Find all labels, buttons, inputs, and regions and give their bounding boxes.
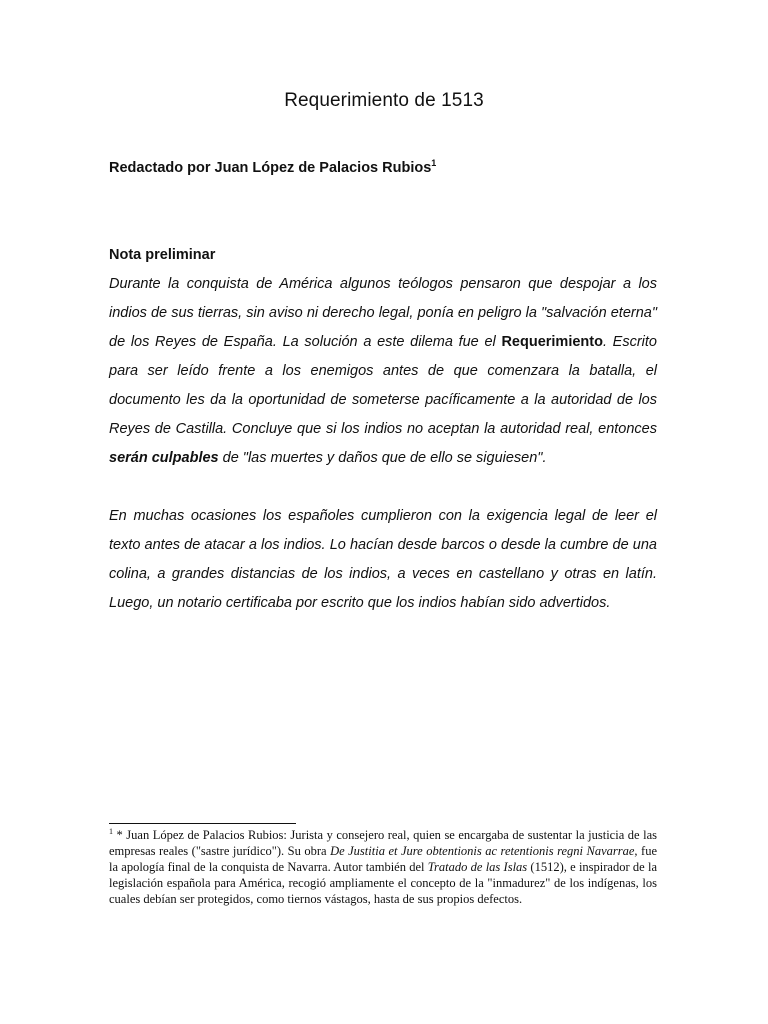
document-title: Requerimiento de 1513 [284, 90, 484, 111]
footnote-text1: * Juan López de Palacios Rubios: Jurista y consejero real, quien se encargaba de sustentar la justicia de las empresas reales ("sastre jurídico"). Su obra [109, 828, 657, 858]
paragraph-preliminary-note [109, 270, 657, 473]
section-heading: Nota preliminar [109, 247, 216, 263]
paragraph1-part1: Durante la conquista de América algunos teólogos pensaron que despojar a los indios de sus tierras, sin aviso ni derecho legal, ponía en peligro la "salvación eterna" de los Reyes de España. La solución a este dilema fue el [109, 276, 657, 350]
paragraph1-part2: . Escrito para ser leído frente a los enemigos antes de que comenzara la batalla, el documento les da la oportunidad de someterse pacíficamente a la autoridad de los Reyes de Castilla. Concluye que si los indios no aceptan la autoridad real, entonces [109, 334, 657, 437]
paragraph1-part3: de "las muertes y daños que de ello se siguiesen". [218, 450, 547, 466]
seran-culpables-emphasis: serán culpables [109, 450, 219, 466]
paragraph-second: En muchas ocasiones los españoles cumplieron con la exigencia legal de leer el texto antes de atacar a los indios. Lo hacían desde barcos o desde la cumbre de una colina, a grandes distancias de los indios, a veces en castellano y otras en latín. Luego, un notario certificaba por escrito que los indios habían sido advertidos. [109, 508, 657, 611]
footnote-work-title-2: Tratado de las Islas [427, 860, 528, 874]
footnote-text2: , fue la apología final de la conquista de Navarra. Autor también del [109, 844, 657, 874]
footnote-work-title-1: De Justitia et Jure obtentionis ac retentionis regni Navarrae [330, 844, 635, 858]
document-subtitle [109, 160, 436, 176]
footnote-reference[interactable]: 1 [431, 158, 437, 169]
footnote-text3: (1512), e inspirador de la legislación española para América, recogió ampliamente el concepto de la "inmadurez" de los indígenas, los cuales debían ser protegidos, como tiernos vástagos, hasta de sus propios defectos. [109, 860, 657, 906]
requerimiento-term: Requerimiento [501, 334, 603, 350]
footnote [109, 827, 657, 907]
footnote-divider [109, 823, 296, 824]
footnote-marker: 1 [109, 826, 113, 836]
subtitle-text: Redactado por Juan López de Palacios Rubios [109, 160, 432, 176]
